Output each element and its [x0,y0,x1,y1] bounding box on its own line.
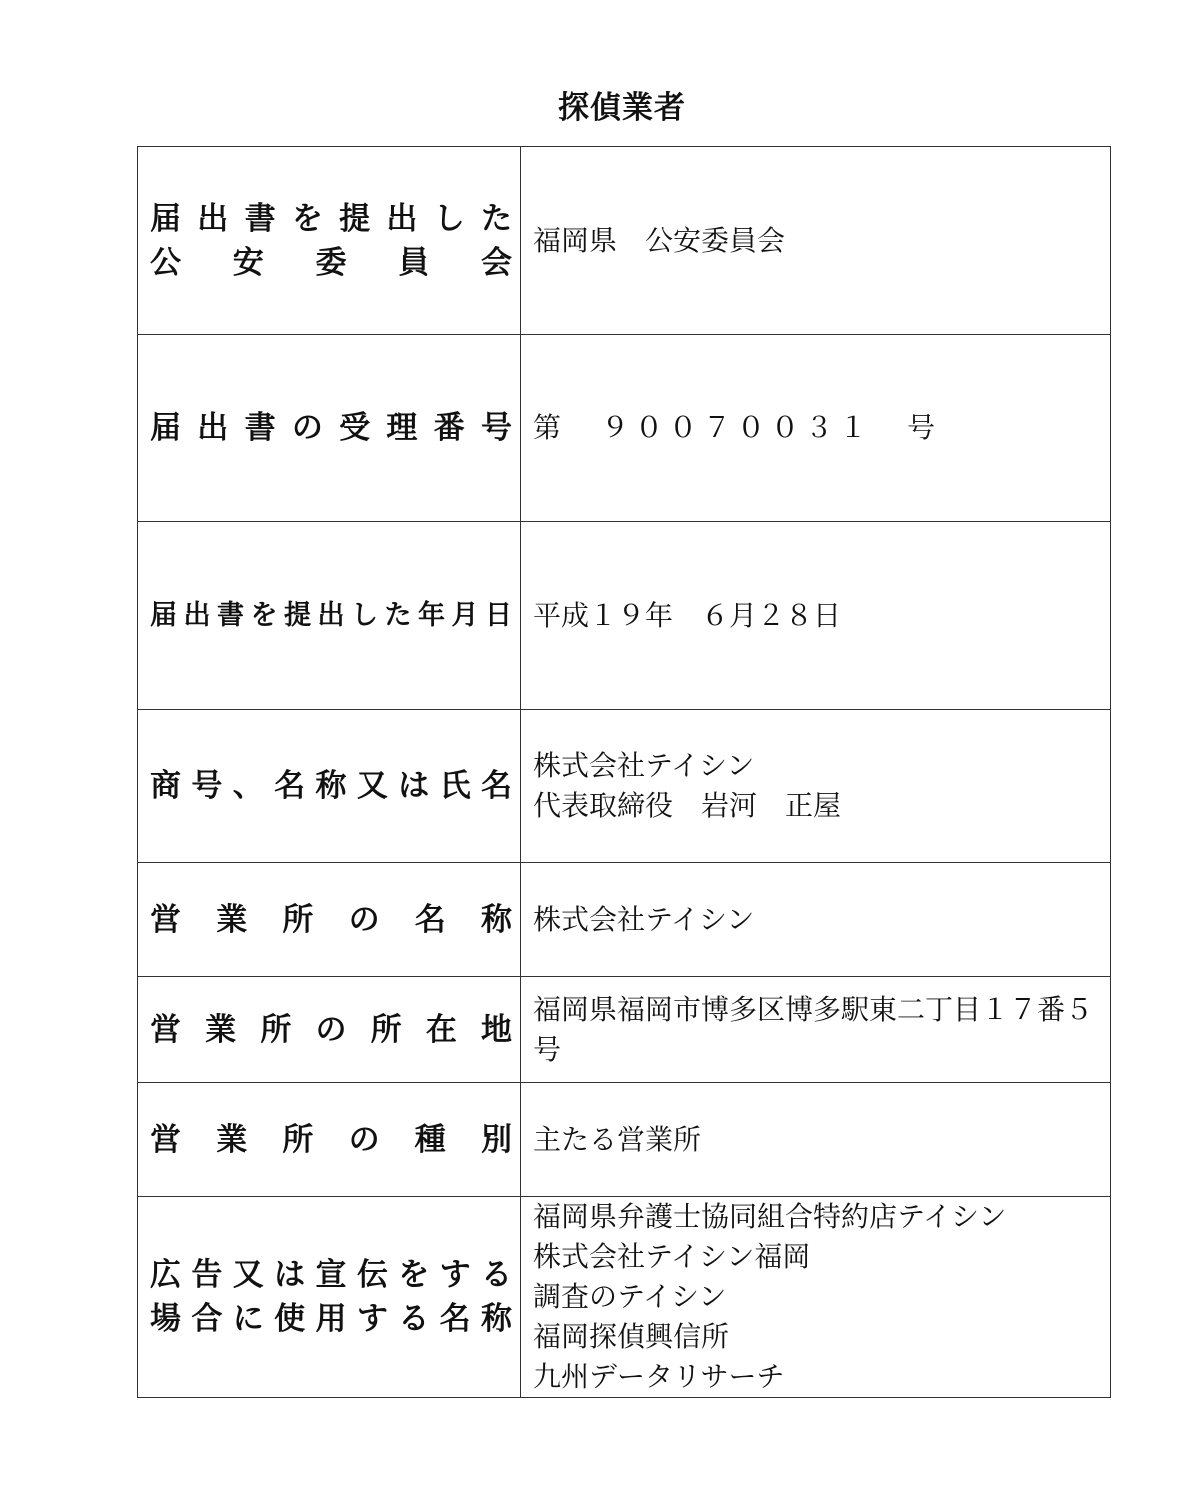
row-value-line: 福岡県 公安委員会 [533,224,786,257]
row-value-line: 九州データリサーチ [533,1360,785,1393]
row-value-line: 第 ９００７００３１ 号 [533,411,942,444]
row-value-line: 株式会社テイシン [533,902,755,936]
row-value-line: 福岡県弁護士協同組合特約店テイシン [533,1200,1007,1233]
table-row [138,522,1111,710]
table-row [138,863,1111,977]
registration-table [137,146,1111,1398]
row-label [138,1083,521,1197]
row-value [521,710,1111,863]
row-label-line: 届出書の受理番号 [150,410,512,446]
row-value [521,977,1111,1083]
row-value [521,335,1111,522]
row-value-line: 福岡県福岡市博多区博多駅東二丁目１７番５号 [533,992,1094,1066]
row-label-line: 届出書を提出した [150,200,512,237]
table-row [138,977,1111,1083]
table-row [138,147,1111,335]
row-label-line: 商号、名称又は氏名 [150,768,512,804]
table-row [138,710,1111,863]
row-label [138,1197,521,1398]
row-value-line: 株式会社テイシン [533,749,755,782]
row-value [521,522,1111,710]
row-value [521,147,1111,335]
table-row [138,335,1111,522]
row-label-line: 公 安 委 員 会 [150,244,512,281]
row-label [138,522,521,710]
row-label-line: 場合に使用する名称 [150,1301,512,1337]
row-label [138,335,521,522]
row-value [521,863,1111,977]
row-label-line: 営業所の所在地 [150,1011,512,1048]
row-label [138,977,521,1083]
row-value [521,1083,1111,1197]
table-row [138,1083,1111,1197]
row-label-line: 営業所の名称 [150,901,512,938]
row-value-line: 主たる営業所 [533,1122,702,1156]
row-value-line: 福岡探偵興信所 [533,1320,730,1353]
row-value-line: 平成１９年 ６月２８日 [533,598,842,632]
row-label-line: 届出書を提出した年月日 [150,599,512,631]
row-value [521,1197,1111,1398]
row-label [138,710,521,863]
row-label [138,147,521,335]
row-value-line: 代表取締役 岩河 正屋 [533,789,842,822]
row-label-line: 営業所の種別 [150,1121,512,1158]
row-value-line: 株式会社テイシン福岡 [533,1240,811,1273]
row-value-line: 調査のテイシン [533,1280,727,1313]
row-label [138,863,521,977]
document-title: 探偵業者 [558,90,686,126]
row-label-line: 広告又は宣伝をする [150,1257,512,1293]
table-row [138,1197,1111,1398]
